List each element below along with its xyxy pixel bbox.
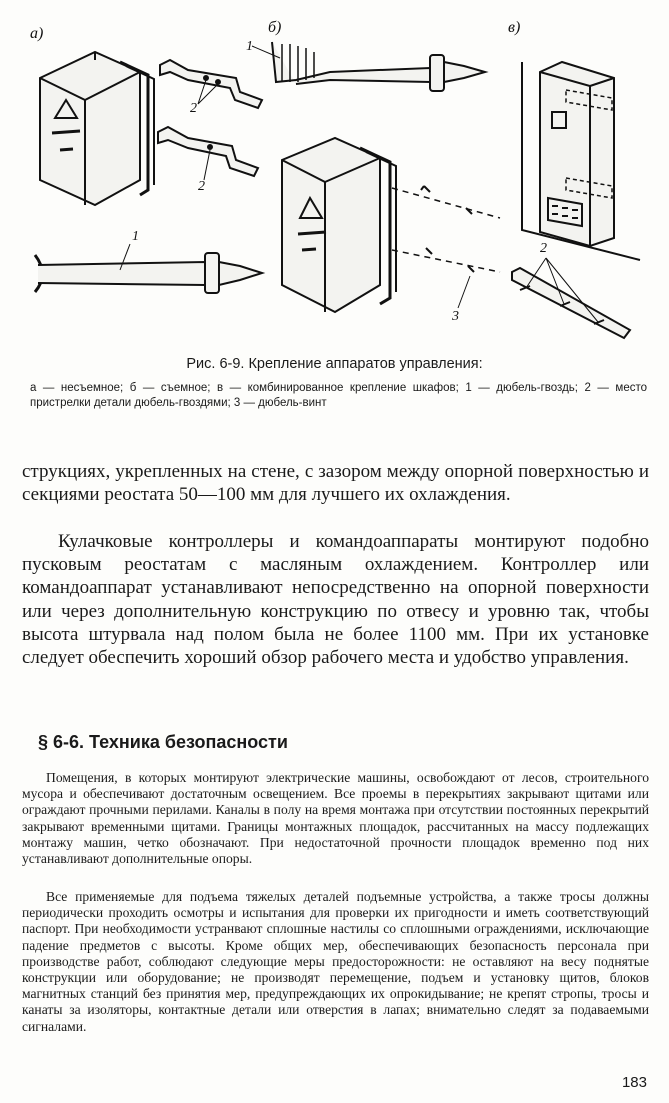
page-number: 183 xyxy=(621,1074,647,1091)
callout-2-b: 2 xyxy=(198,179,205,194)
dowel-nail-bottom xyxy=(35,253,262,293)
figure-caption-title: Рис. 6-9. Крепление аппаратов управления: xyxy=(186,356,483,372)
callout-1-a: 1 xyxy=(132,229,139,244)
mounting-illustration xyxy=(0,0,669,350)
callout-3: 3 xyxy=(452,309,459,324)
callout-1-b: 1 xyxy=(246,39,253,54)
mounting-strip xyxy=(512,268,630,338)
bracket-lower xyxy=(158,127,258,176)
figure-caption-legend: а — несъемное; б — съемное; в — комбинированное крепление шкафов; 1 — дюбель-гвоздь; 2 — место пристрелки детали дюбель-гвоздями; 3 — дюбель-винт xyxy=(30,382,647,409)
cabinet xyxy=(540,62,614,246)
bracket-upper xyxy=(160,60,262,108)
safety-paragraph-1: Помещения, в которых монтируют электрические машины, освобождают от лесов, строительного мусора и обеспечивают достаточным освещением. Все проемы в перекрытиях закрывают щитами или ограждают прочными перилами. Каналы в полу на время монтажа при отсутствии постоянных перекрытий закрывают временными щитами. Границы монтажных площадок, рассчитанных на массу подлежащих монтажу машин, четко обозначают. При недостаточной прочности площадок временно под них устанавливают дополнительные опоры. xyxy=(22,770,649,867)
dowel-nail-top xyxy=(272,42,485,91)
panel-label-a: а) xyxy=(30,25,44,42)
paragraph-continued: струкциях, укрепленных на стене, с зазором между опорной поверхностью и секциями реостата 50—100 мм для лучшего их охлаждения. xyxy=(22,461,649,506)
enclosure-box-b xyxy=(282,138,396,312)
section-heading: § 6-6. Техника безопасности xyxy=(38,732,288,752)
technical-figure xyxy=(0,0,669,350)
enclosure-box-a xyxy=(40,52,154,205)
safety-paragraph-2: Все применяемые для подъема тяжелых деталей подъемные устройства, а также тросы должны периодически проходить осмотры и испытания для проверки их пригодности и иметь соответствующий паспорт. При необходимости устранвают сплошные настилы со сплошными ограждениями, исключающие падение предметов с высоты. Кроме общих мер, обеспечивающих безопасность персонала при производстве работ, соблюдают следующие меры предосторожности: не оставляют на весу поднятые конструкции или оборудование; не производят перемещение, подъем и установку щитов, блоков магнитных станций без принятия мер, предупреждающих их опрокидывание; не крепят стропы, тросы и канаты за изоляторы, контактные детали или отверстия в лапах; внимательно следят за подаваемыми сигналами. xyxy=(22,889,649,1034)
callout-2-a: 2 xyxy=(190,101,197,116)
paragraph-controllers: Кулачковые контроллеры и командоаппараты монтируют подобно пусковым реостатам с масляным охлаждением. Контроллер или командоаппарат устанавливают непосредственно на опорной поверхности или через дополнительную конструкцию по отвесу и уровню так, чтобы высота штурвала над полом была не более 1100 мм. При их установке следует обеспечить хороший обзор рабочего места и удобство управления. xyxy=(22,531,649,669)
panel-label-c: в) xyxy=(508,19,521,36)
callout-2-c: 2 xyxy=(540,241,547,256)
mounting-guides xyxy=(392,188,500,272)
panel-label-b: б) xyxy=(268,19,282,36)
